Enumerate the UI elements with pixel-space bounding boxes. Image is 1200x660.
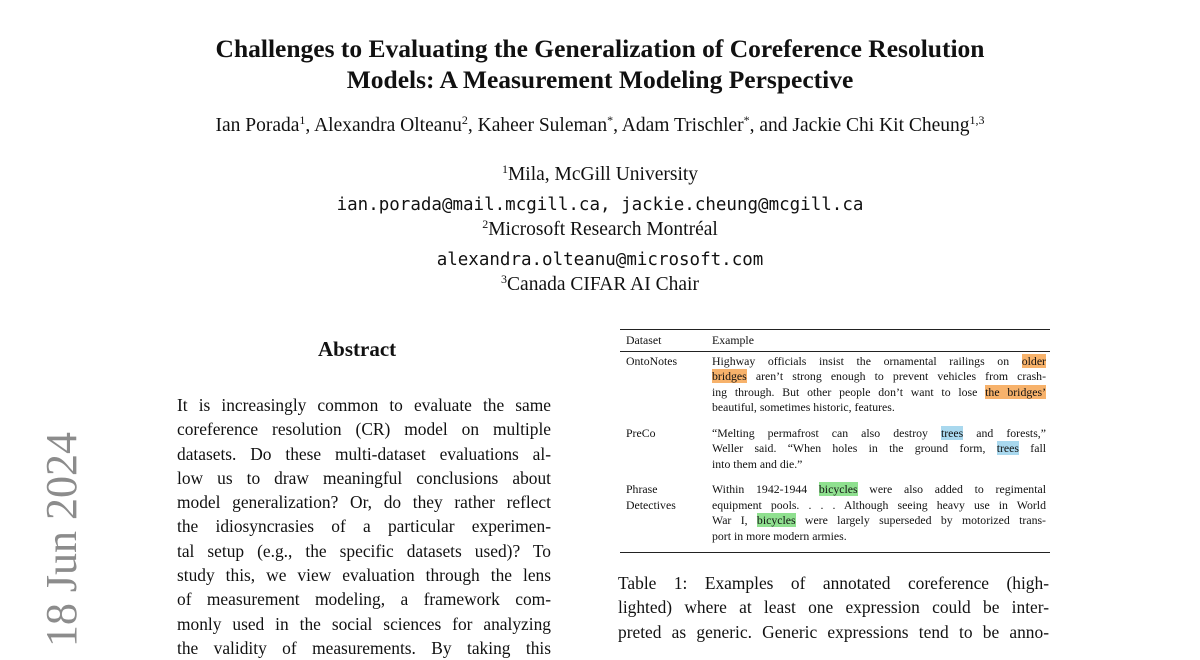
example-segment: “Melting permafrost can also destroy: [712, 425, 941, 440]
abstract-line: model generalization? Or, do they rather reflect: [177, 492, 551, 513]
example-segment: equipment pools. . . . Although seeing heavy use in World: [712, 497, 1046, 512]
example-table: [620, 329, 1050, 553]
abstract-heading: Abstract: [318, 337, 397, 361]
dataset-name: OntoNotes: [626, 353, 678, 368]
affiliation-1-email: ian.porada@mail.mcgill.ca, jackie.cheung@mcgill.ca: [336, 195, 864, 215]
abstract-line: study this, we view evaluation through the lens: [177, 565, 551, 586]
abstract-line: coreference resolution (CR) model on multiple: [177, 419, 551, 440]
author-sup: *: [607, 113, 614, 127]
title-line-2: Models: A Measurement Modeling Perspective: [346, 65, 854, 94]
abstract-line: monly used in the social sciences for analyzing: [177, 613, 551, 634]
affiliation-3: $^3$Canada CIFAR AI Chair: [501, 272, 699, 295]
coreference-highlight: bicycles: [756, 513, 796, 527]
example-line: [712, 498, 1046, 514]
author: Adam Trischler: [621, 115, 744, 136]
example-text: [706, 351, 1050, 424]
table-header-example: Example: [706, 330, 1050, 352]
title-line-1: Challenges to Evaluating the Generalization of Coreference Resolution: [215, 34, 985, 63]
abstract-line: low us to draw meaningful conclusions about: [177, 467, 551, 488]
table-row: [620, 424, 1050, 481]
example-segment: into them and die.”: [712, 456, 803, 471]
example-segment: were also added to regimental: [857, 482, 1046, 496]
example-line: [712, 513, 1046, 529]
table-header-dataset: Dataset: [620, 330, 706, 352]
author: Alexandra Olteanu: [314, 115, 462, 136]
example-segment: Within 1942-1944: [712, 482, 819, 496]
caption-line: lighted) where at least one expression could be inter-: [618, 597, 1049, 618]
dataset-name: Phrase Detectives: [620, 480, 706, 553]
affiliation-2-email: alexandra.olteanu@microsoft.com: [436, 250, 764, 270]
author: Ian Porada: [215, 115, 300, 136]
abstract-line: It is increasingly common to evaluate the same: [177, 395, 551, 415]
coreference-highlight: bicycles: [818, 482, 858, 496]
table-caption: [618, 571, 1049, 644]
coreference-highlight: trees: [940, 425, 964, 440]
example-line: [712, 482, 1046, 498]
example-segment: Highway officials insist the ornamental railings on: [712, 353, 1022, 368]
affiliation-2: $^2$Microsoft Research Montréal: [482, 217, 718, 240]
dataset-name: PreCo: [626, 425, 656, 440]
example-segment: War I,: [712, 513, 757, 527]
author-sup: *: [743, 113, 750, 127]
coreference-highlight: bridges: [712, 369, 747, 383]
paper-title: [0, 33, 1200, 95]
example-line: [712, 529, 1046, 545]
example-line: [712, 457, 1046, 473]
author: Jackie Chi Kit Cheung: [792, 115, 970, 136]
caption-line: Table 1: Examples of annotated coreference (high-: [618, 573, 1049, 593]
example-segment: ing through. But other people don’t want to lose: [712, 384, 986, 399]
abstract-line: tal setup (e.g., the specific datasets used)? To: [177, 540, 551, 561]
example-text: [706, 480, 1050, 553]
example-segment: were largely superseded by motorized trans-: [795, 513, 1046, 527]
table-row: [620, 480, 1050, 553]
abstract-body: [177, 393, 551, 660]
example-line: [712, 426, 1046, 442]
abstract-line: of measurement modeling, a framework com-: [177, 589, 551, 610]
author-sup: 1: [299, 113, 306, 127]
abstract-line: datasets. Do these multi-dataset evaluations al-: [177, 443, 551, 464]
coreference-highlight: trees: [996, 441, 1019, 455]
arxiv-date-stamp: [24, 430, 86, 648]
caption-line: preted as generic. Generic expressions tend to be anno-: [618, 621, 1049, 642]
abstract-line: the idiosyncrasies of a particular experimen-: [177, 516, 551, 537]
example-segment: aren’t strong enough to prevent vehicles from crash-: [746, 369, 1046, 383]
example-text: [706, 424, 1050, 481]
arxiv-date-text: 18 Jun 2024: [37, 432, 86, 648]
author: Kaheer Suleman: [477, 115, 608, 136]
abstract-line: the validity of measurements. By taking this: [177, 637, 551, 658]
example-segment: port in more modern armies.: [712, 528, 847, 543]
example-segment: Weller said. “When holes in the ground form,: [712, 441, 997, 455]
example-line: [712, 441, 1046, 457]
author-list: Ian Porada$^1$, Alexandra Olteanu$^2$, Kaheer Suleman*, Adam Trischler*, and Jackie Chi Kit Cheung$^{1,3}$: [215, 113, 985, 136]
example-segment: beautiful, sometimes historic, features.: [712, 400, 895, 414]
coreference-highlight: the bridges’: [985, 384, 1046, 399]
example-line: [712, 385, 1046, 401]
author-sup: 2: [461, 113, 468, 127]
author-sup: 1,3: [969, 113, 985, 127]
example-segment: and forests,”: [963, 425, 1046, 440]
example-line: [712, 400, 1046, 416]
affiliation-1: $^1$Mila, McGill University: [501, 162, 699, 185]
example-segment: fall: [1018, 441, 1047, 455]
example-line: [712, 354, 1046, 370]
coreference-highlight: older: [1021, 353, 1046, 368]
example-line: [712, 369, 1046, 385]
table-row: [620, 351, 1050, 424]
